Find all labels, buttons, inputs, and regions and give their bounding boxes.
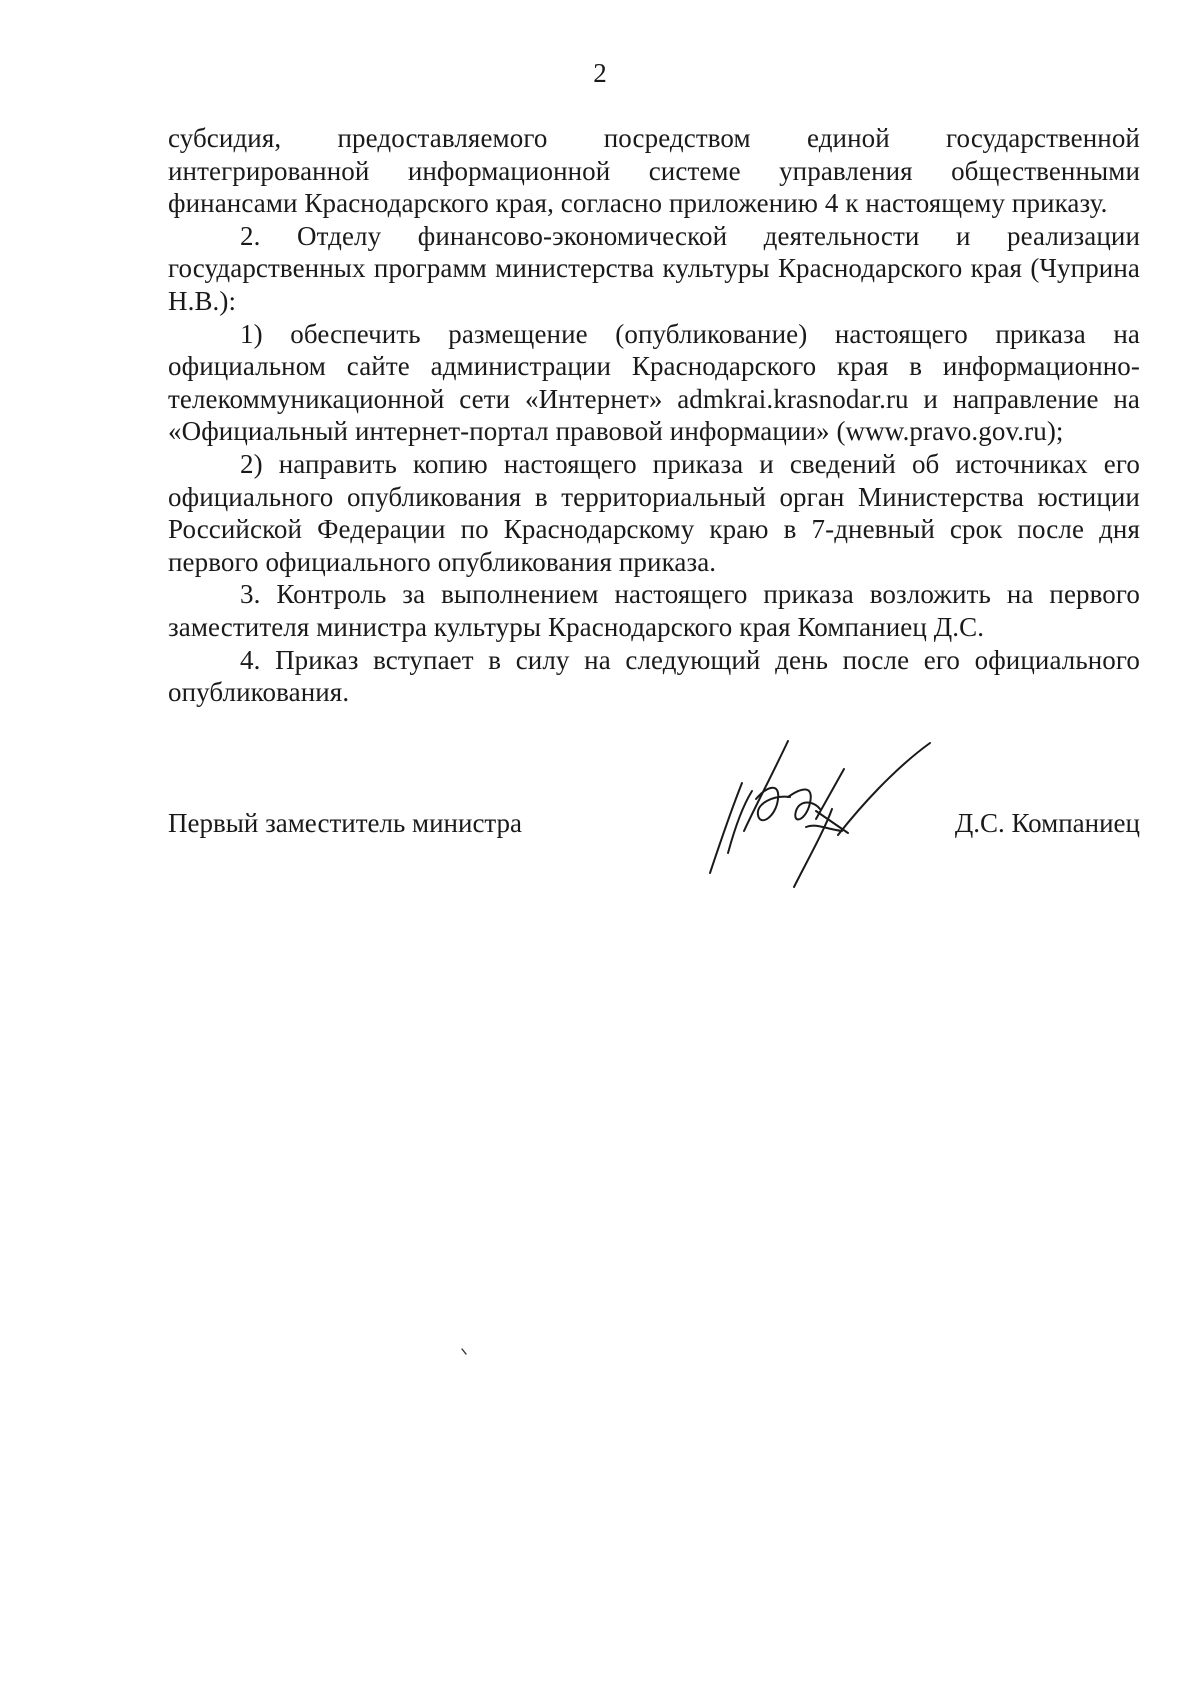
signatory-name: Д.С. Компаниец — [954, 808, 1140, 838]
paragraph-subitem-2: 2) направить копию настоящего приказа и сведений об источниках его официального опубликования в территориальный орган Министерства юстиции Российской Федерации по Краснодарскому краю в 7-дневный срок после дня первого официального опубликования приказа. — [168, 448, 1140, 577]
handwritten-signature — [698, 735, 938, 895]
scan-speck — [461, 1348, 469, 1356]
paragraph-subitem-1: 1) обеспечить размещение (опубликование) настоящего приказа на официальном сайте администрации Краснодарского края в информационно-телекоммуникационной сети «Интернет» admkrai.krasnodar.ru и направление на «Официальный интернет-портал правовой информации» (www.pravo.gov.ru); — [168, 318, 1140, 447]
signatory-title: Первый заместитель министра — [168, 808, 523, 838]
signature-block — [168, 808, 1140, 848]
paragraph-item-4: 4. Приказ вступает в силу на следующий день после его официального опубликования. — [168, 644, 1140, 708]
document-body — [168, 122, 1140, 709]
paragraph-item-2: 2. Отделу финансово-экономической деятельности и реализации государственных программ министерства культуры Краснодарского края (Чуприна Н.В.): — [168, 220, 1140, 316]
paragraph-continuation: субсидия, предоставляемого посредством единой государственной интегрированной информационной системе управления общественными финансами Краснодарского края, согласно приложению 4 к настоящему приказу. — [168, 123, 1140, 219]
paragraph-item-3: 3. Контроль за выполнением настоящего приказа возложить на первого заместителя министра культуры Краснодарского края Компаниец Д.С. — [168, 579, 1140, 642]
page-number: 2 — [593, 58, 607, 88]
